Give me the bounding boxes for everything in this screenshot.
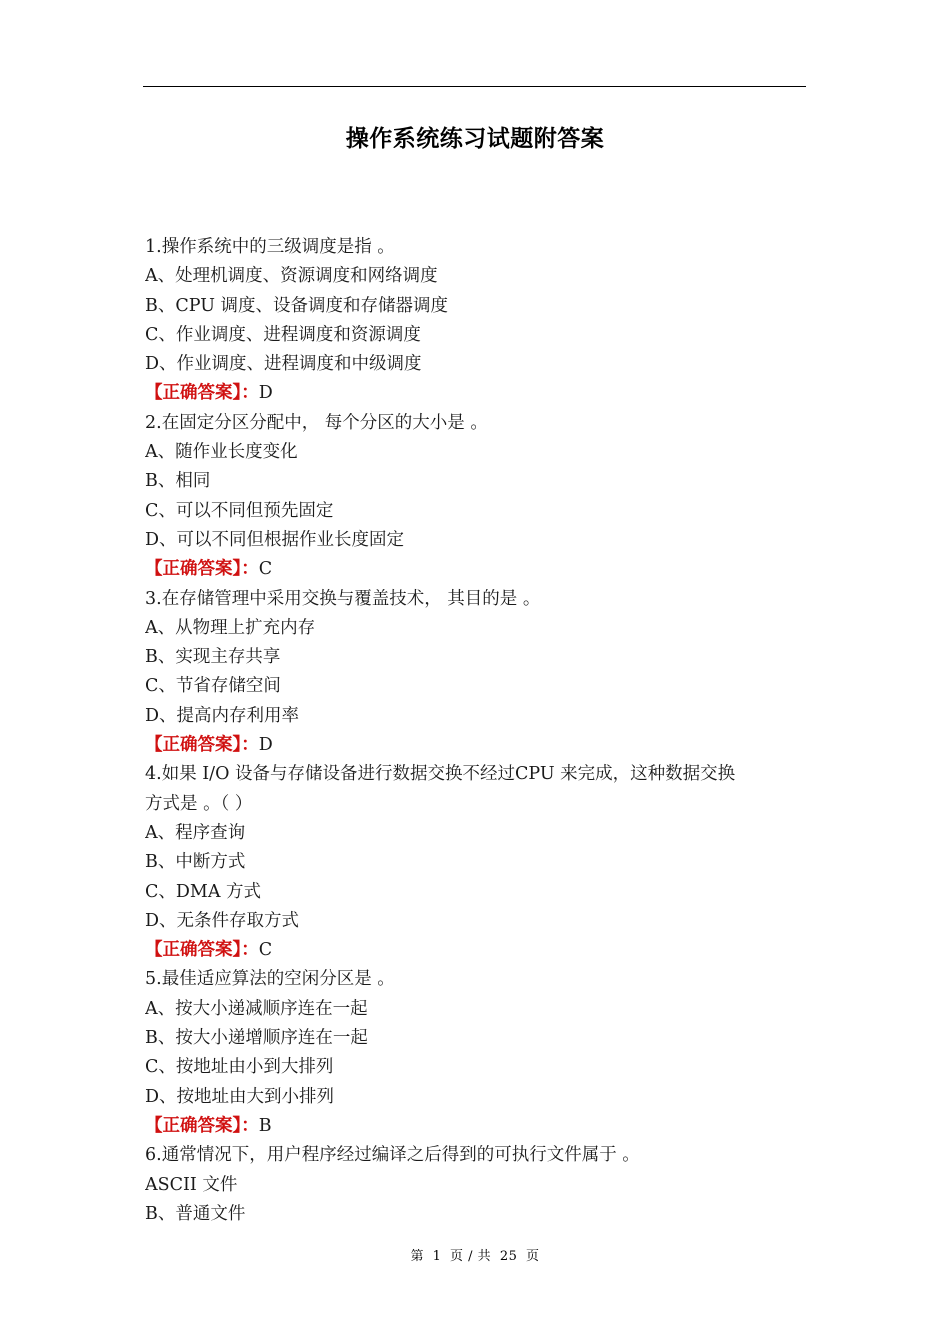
footer-suffix: 页 bbox=[526, 1249, 540, 1264]
option-b: B、中断方式 bbox=[145, 852, 246, 873]
footer-mid: 页 / 共 bbox=[450, 1249, 492, 1264]
total-pages: 25 bbox=[499, 1249, 518, 1264]
footer-prefix: 第 bbox=[410, 1249, 424, 1264]
option-c: C、节省存储空间 bbox=[145, 676, 281, 697]
correct-answer bbox=[145, 555, 805, 584]
answer-value: C bbox=[258, 940, 273, 961]
question-stem: 2.在固定分区分配中， 每个分区的大小是 。 bbox=[145, 412, 488, 433]
answer-label: 【正确答案】： bbox=[145, 383, 259, 404]
question-list bbox=[145, 233, 805, 1229]
correct-answer bbox=[145, 936, 805, 965]
option-d: D、作业调度、进程调度和中级调度 bbox=[145, 354, 422, 375]
option-b: B、普通文件 bbox=[145, 1203, 246, 1224]
option-a: A、处理机调度、资源调度和网络调度 bbox=[145, 266, 438, 287]
correct-answer bbox=[145, 731, 805, 760]
option-b: B、按大小递增顺序连在一起 bbox=[145, 1028, 368, 1049]
answer-value: D bbox=[258, 383, 273, 404]
correct-answer bbox=[145, 379, 805, 408]
page-number: 1 bbox=[432, 1249, 442, 1264]
answer-value: B bbox=[258, 1115, 272, 1136]
option-d: D、可以不同但根据作业长度固定 bbox=[145, 529, 405, 550]
option-a: A、按大小递减顺序连在一起 bbox=[145, 998, 368, 1019]
question-stem: 3.在存储管理中采用交换与覆盖技术， 其目的是 。 bbox=[145, 588, 541, 609]
option-d: D、提高内存利用率 bbox=[145, 705, 300, 726]
question-stem-line-2: 方式是 。（ ） bbox=[145, 793, 253, 814]
option-c: C、DMA 方式 bbox=[145, 881, 262, 902]
option-b: B、实现主存共享 bbox=[145, 647, 281, 668]
answer-value: D bbox=[258, 735, 273, 756]
option-c: C、按地址由小到大排列 bbox=[145, 1057, 334, 1078]
option-d: D、按地址由大到小排列 bbox=[145, 1086, 335, 1107]
question-stem-line-1: 4.如果 I/O 设备与存储设备进行数据交换不经过CPU 来完成，这种数据交换 bbox=[145, 764, 736, 785]
header-rule bbox=[143, 86, 806, 87]
answer-label: 【正确答案】： bbox=[145, 735, 259, 756]
option-b: B、相同 bbox=[145, 471, 211, 492]
option-a: A、从物理上扩充内存 bbox=[145, 617, 316, 638]
answer-label: 【正确答案】： bbox=[145, 940, 259, 961]
page-footer bbox=[0, 1245, 950, 1264]
answer-label: 【正确答案】： bbox=[145, 1115, 259, 1136]
option-c: C、可以不同但预先固定 bbox=[145, 500, 334, 521]
option-c: C、作业调度、进程调度和资源调度 bbox=[145, 324, 421, 345]
document-title: 操作系统练习试题附答案 bbox=[345, 126, 605, 152]
option-d: D、无条件存取方式 bbox=[145, 910, 300, 931]
option-a: A、随作业长度变化 bbox=[145, 442, 298, 463]
answer-label: 【正确答案】： bbox=[145, 559, 259, 580]
answer-value: C bbox=[258, 559, 273, 580]
correct-answer bbox=[145, 1112, 805, 1141]
question-stem: 1.操作系统中的三级调度是指 。 bbox=[145, 237, 395, 257]
question-stem: 6.通常情况下，用户程序经过编译之后得到的可执行文件属于 。 bbox=[145, 1145, 640, 1166]
question-stem: 5.最佳适应算法的空闲分区是 。 bbox=[145, 969, 395, 990]
option-a: A、程序查询 bbox=[145, 822, 246, 843]
option-a: ASCII 文件 bbox=[145, 1174, 238, 1195]
option-b: B、CPU 调度、设备调度和存储器调度 bbox=[145, 295, 449, 316]
